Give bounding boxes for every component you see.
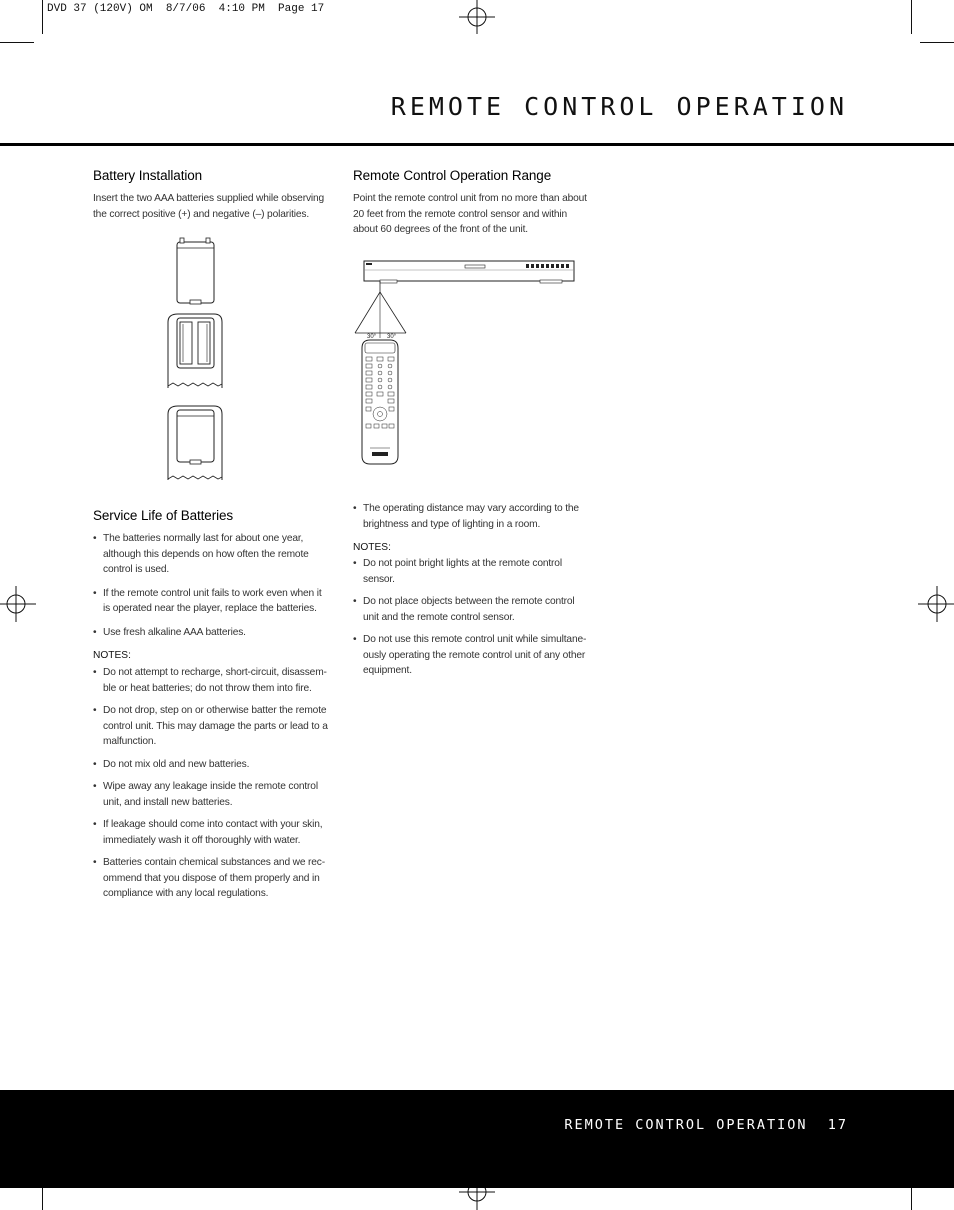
list-item: • If the remote control unit fails to work even when it is operated near the player, replace the batteries. (93, 586, 329, 617)
list-item: • If leakage should come into contact with your skin, immediately wash it off thoroughly with water. (93, 817, 329, 848)
operation-range-notes-list (353, 556, 589, 679)
list-item: • The batteries normally last for about one year, although this depends on how often the remote control is used. (93, 531, 329, 578)
operation-range-heading: Remote Control Operation Range (353, 168, 552, 183)
remote-control-icon (362, 340, 398, 464)
print-slug: DVD 37 (120V) OM 8/7/06 4:10 PM Page 17 (47, 3, 325, 15)
battery-installation-illustration (160, 236, 230, 492)
service-life-heading: Service Life of Batteries (93, 508, 234, 523)
service-life-notes-list (93, 665, 329, 902)
dvd-player-icon (364, 261, 574, 283)
footer-label (564, 1117, 848, 1133)
page-title: REMOTE CONTROL OPERATION (390, 92, 848, 121)
operation-range-list (353, 501, 589, 532)
page-number: 17 (827, 1117, 848, 1133)
service-life-notes-label: NOTES: (93, 650, 131, 661)
list-item: • Do not point bright lights at the remote control sensor. (353, 556, 589, 587)
battery-cover-icon (177, 238, 214, 304)
registration-mark-icon (459, 0, 495, 36)
list-item: • Use fresh alkaline AAA batteries. (93, 625, 329, 641)
service-life-list (93, 531, 329, 640)
list-item: • Do not mix old and new batteries. (93, 757, 329, 773)
angle-label-left: 30° (367, 334, 377, 340)
operation-range-text: Point the remote control unit from no more than about 20 feet from the remote control sensor and within about 60 degrees of the front of the unit. (353, 193, 587, 235)
battery-compartment-icon (168, 314, 222, 388)
page-footer (0, 1090, 954, 1188)
list-item: • Batteries contain chemical substances and we rec-ommend that you dispose of them properly and in compliance with any local regulations. (93, 855, 329, 902)
list-item: • The operating distance may vary according to the brightness and type of lighting in a room. (353, 501, 589, 532)
list-item: • Do not drop, step on or otherwise batter the remote control unit. This may damage the parts or lead to a malfunction. (93, 703, 329, 750)
list-item: • Wipe away any leakage inside the remote control unit, and install new batteries. (93, 779, 329, 810)
registration-mark-icon (918, 586, 954, 622)
crop-mark (0, 42, 34, 43)
battery-installation-text: Insert the two AAA batteries supplied while observing the correct positive (+) and negative (–) polarities. (93, 193, 325, 220)
title-rule (0, 143, 954, 146)
list-item: • Do not attempt to recharge, short-circuit, disassem-ble or heat batteries; do not throw them into fire. (93, 665, 329, 696)
footer-section: REMOTE CONTROL OPERATION (564, 1117, 808, 1133)
crop-mark (911, 1188, 912, 1210)
crop-mark (920, 42, 954, 43)
crop-mark (42, 1188, 43, 1210)
angle-label-right: 30° (387, 334, 397, 340)
registration-mark-icon (0, 586, 36, 622)
list-item: • Do not place objects between the remote control unit and the remote control sensor. (353, 594, 589, 625)
battery-installation-heading: Battery Installation (93, 168, 203, 183)
operation-range-illustration (350, 256, 580, 484)
crop-mark (42, 0, 43, 34)
list-item: • Do not use this remote control unit while simultane-ously operating the remote control unit of any other equipment. (353, 632, 589, 679)
crop-mark (911, 0, 912, 34)
operation-range-notes-label: NOTES: (353, 542, 391, 553)
battery-cover-closed-icon (168, 406, 222, 480)
